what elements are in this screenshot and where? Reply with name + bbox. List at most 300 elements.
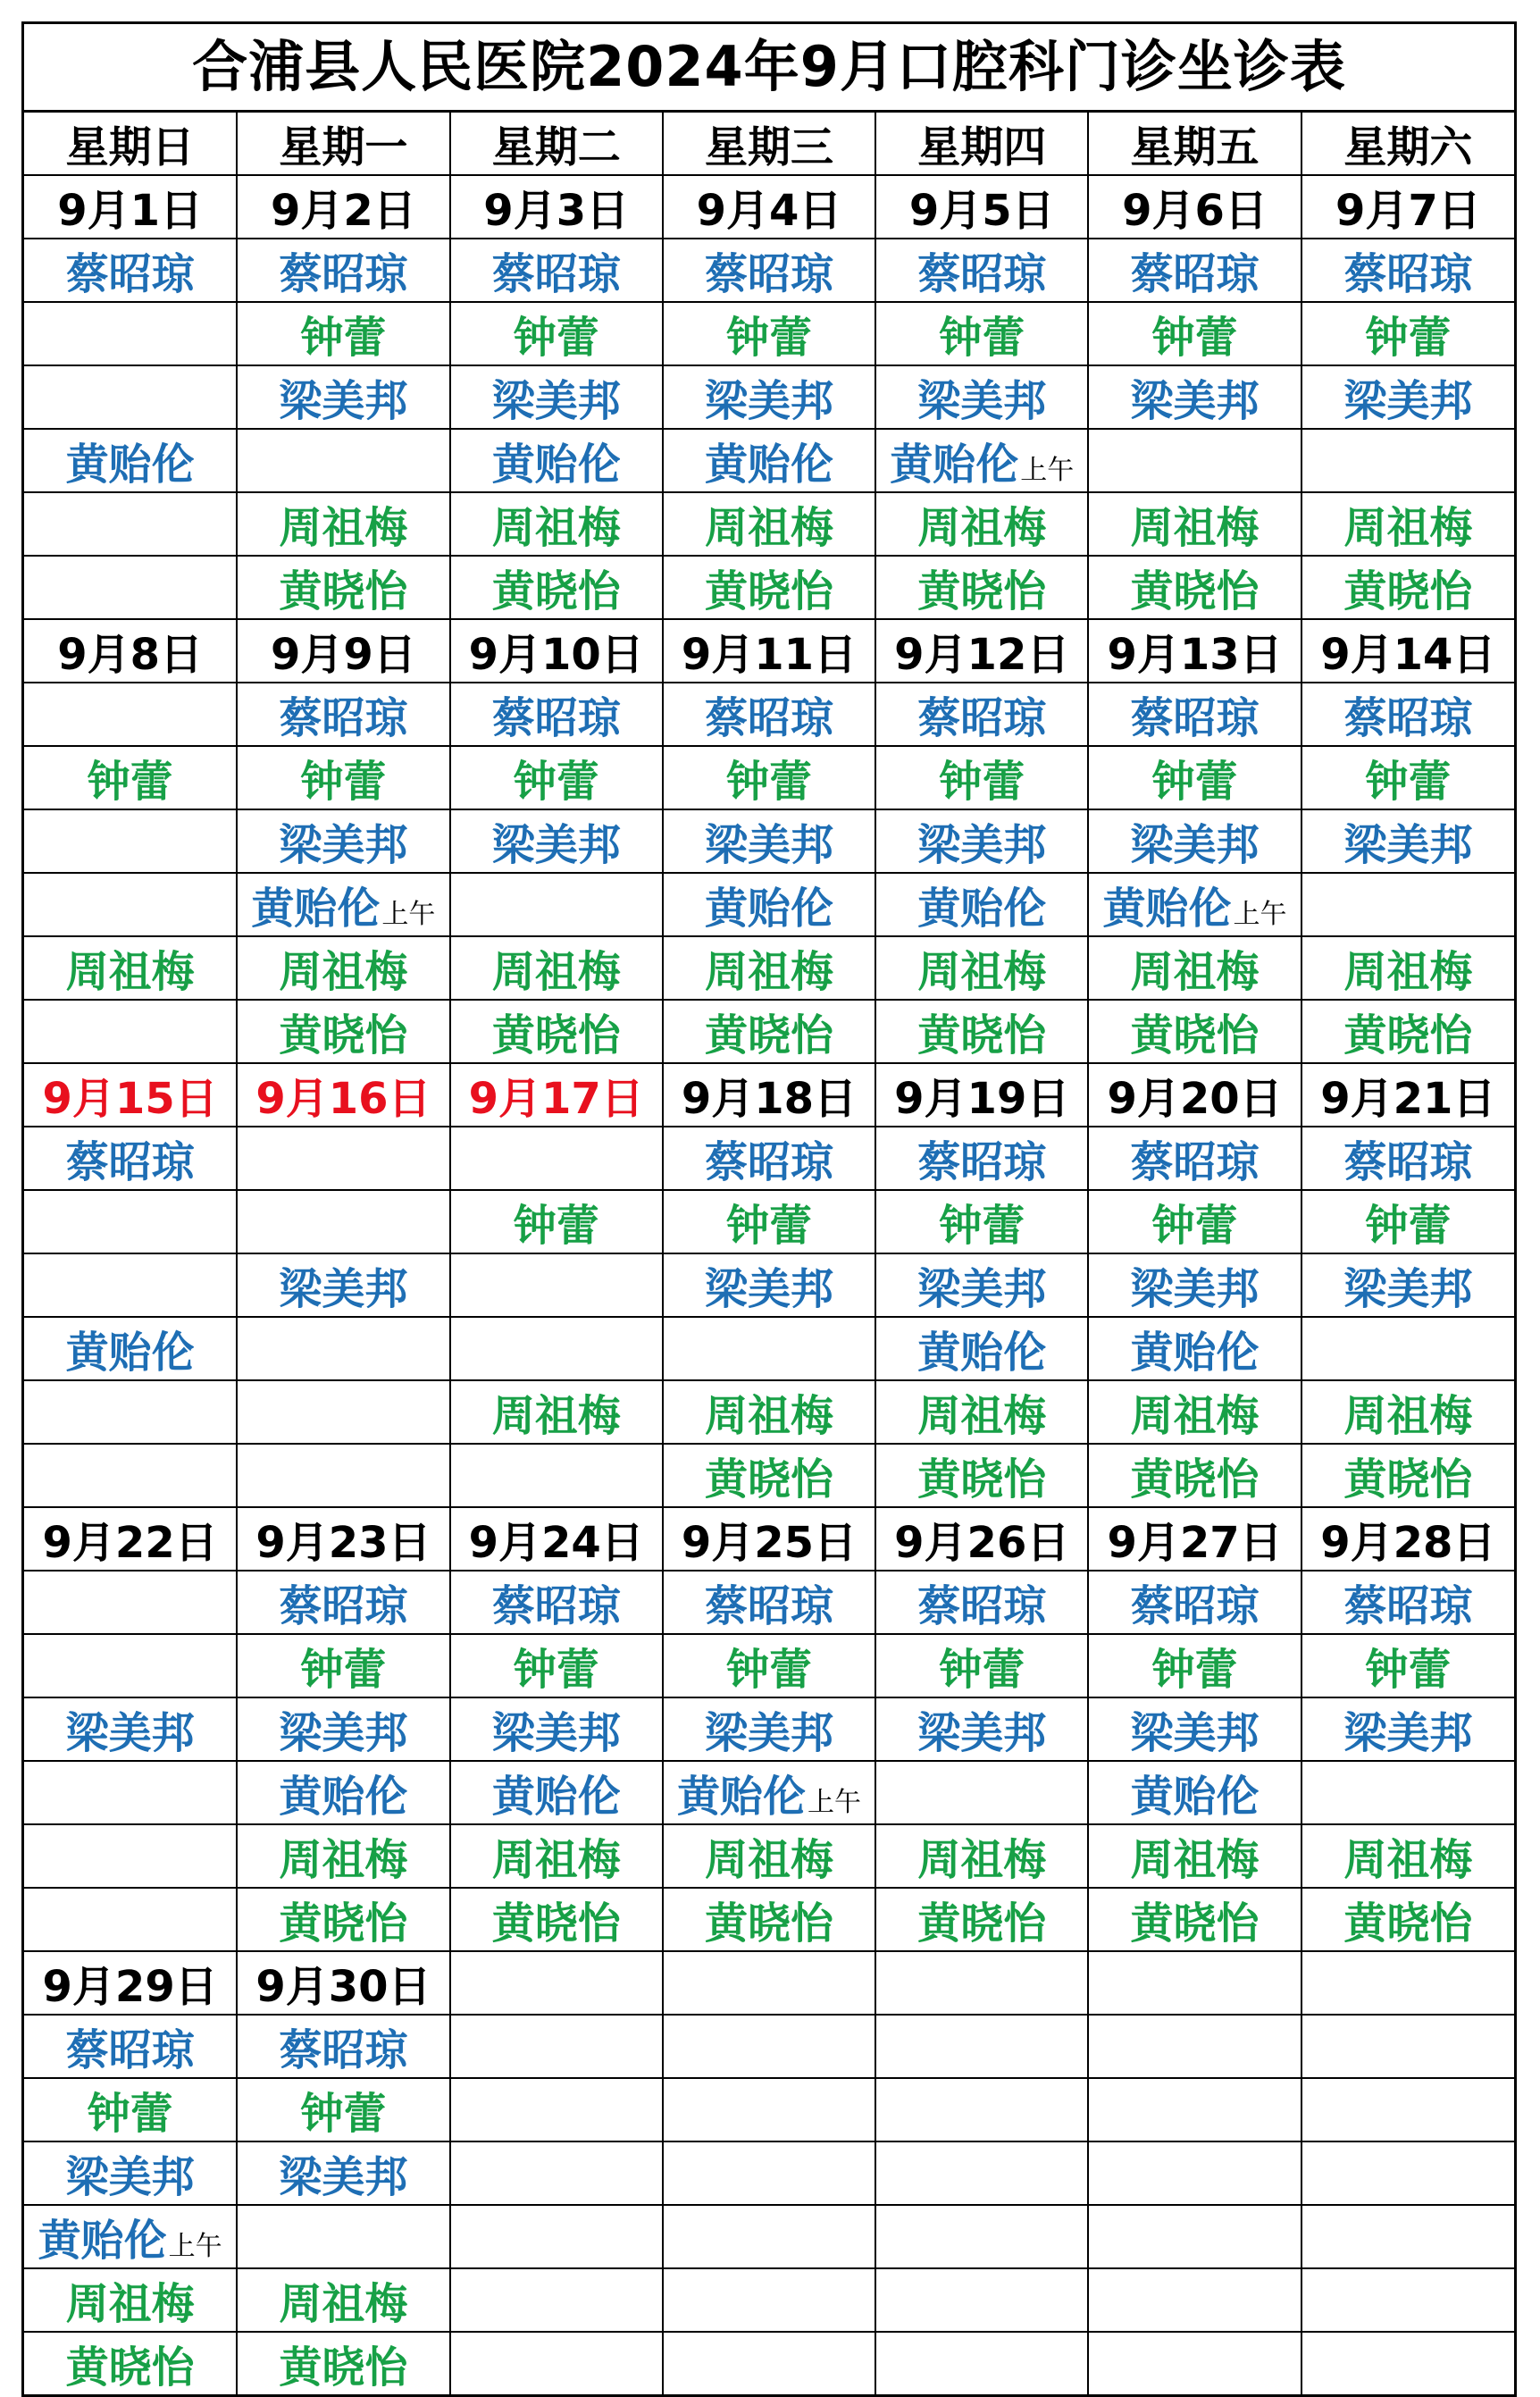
shift-cell — [663, 1888, 875, 1951]
weekday-friday: 星期五 — [1088, 113, 1301, 175]
shift-cell — [24, 873, 237, 936]
date-cell — [875, 1951, 1088, 2015]
doctor-name: 黄贻伦 — [491, 1772, 621, 1822]
shift-cell — [24, 2268, 237, 2332]
doctor-name: 周祖梅 — [1343, 503, 1473, 553]
doctor-name: 周祖梅 — [1130, 1835, 1260, 1885]
doctor-name: 钟蕾 — [725, 313, 812, 363]
shift-cell — [663, 2078, 875, 2141]
shift-cell — [663, 2141, 875, 2205]
shift-cell — [24, 809, 237, 873]
shift-cell — [450, 1000, 663, 1063]
shift-cell — [450, 1444, 663, 1507]
shift-cell — [1088, 2205, 1301, 2268]
shift-cell — [24, 1888, 237, 1951]
shift-cell — [875, 1190, 1088, 1253]
doctor-name: 周祖梅 — [491, 1835, 621, 1885]
shift-cell — [875, 683, 1088, 746]
doctor-name: 黄晓怡 — [1343, 1010, 1473, 1060]
doctor-name: 黄晓怡 — [491, 566, 621, 616]
shift-cell — [1301, 302, 1514, 365]
date-row — [24, 619, 1514, 683]
date-row — [24, 175, 1514, 239]
date-cell: 9月18日 — [663, 1063, 875, 1127]
shift-cell — [663, 1317, 875, 1380]
shift-cell — [1088, 1761, 1301, 1824]
date-cell: 9月4日 — [663, 175, 875, 239]
doctor-name: 钟蕾 — [87, 757, 173, 807]
shift-cell — [237, 1380, 449, 1444]
date-cell: 9月25日 — [663, 1507, 875, 1571]
doctor-name: 梁美邦 — [704, 1264, 833, 1314]
doctor-row — [24, 746, 1514, 809]
doctor-row — [24, 1571, 1514, 1634]
shift-cell — [450, 2141, 663, 2205]
date-cell: 9月24日 — [450, 1507, 663, 1571]
shift-cell — [24, 1444, 237, 1507]
shift-cell — [1301, 2141, 1514, 2205]
weekday-header-row — [24, 113, 1514, 175]
shift-cell — [1088, 936, 1301, 1000]
doctor-name: 黄晓怡 — [279, 566, 408, 616]
shift-note: 上午 — [1020, 455, 1075, 486]
doctor-name: 黄贻伦 — [704, 884, 833, 934]
shift-cell — [24, 746, 237, 809]
doctor-row — [24, 2078, 1514, 2141]
shift-cell — [875, 2332, 1088, 2394]
shift-cell — [237, 1253, 449, 1317]
doctor-name: 梁美邦 — [917, 376, 1047, 426]
doctor-name: 蔡昭琼 — [491, 249, 621, 299]
shift-note: 上午 — [168, 2231, 222, 2262]
doctor-name: 钟蕾 — [1151, 757, 1238, 807]
shift-cell — [1301, 2268, 1514, 2332]
shift-cell — [1301, 365, 1514, 429]
date-cell: 9月30日 — [237, 1951, 449, 2015]
shift-cell — [1301, 1824, 1514, 1888]
doctor-name: 黄晓怡 — [917, 1010, 1047, 1060]
shift-cell — [237, 873, 449, 936]
doctor-name: 蔡昭琼 — [704, 1137, 833, 1187]
doctor-name: 梁美邦 — [279, 1708, 408, 1758]
shift-cell — [663, 1571, 875, 1634]
doctor-name: 梁美邦 — [65, 2152, 195, 2202]
doctor-name: 黄晓怡 — [1343, 1898, 1473, 1949]
date-cell: 9月16日 — [237, 1063, 449, 1127]
date-cell: 9月3日 — [450, 175, 663, 239]
doctor-row — [24, 1127, 1514, 1190]
shift-note: 上午 — [1233, 899, 1287, 930]
shift-cell — [875, 2015, 1088, 2078]
doctor-name: 蔡昭琼 — [1343, 693, 1473, 743]
shift-cell — [663, 429, 875, 492]
doctor-name: 钟蕾 — [1151, 1645, 1238, 1695]
shift-cell — [1301, 809, 1514, 873]
shift-cell — [663, 1000, 875, 1063]
shift-cell — [663, 809, 875, 873]
shift-cell — [1088, 492, 1301, 556]
shift-cell — [663, 2015, 875, 2078]
shift-cell — [450, 429, 663, 492]
shift-cell — [663, 1444, 875, 1507]
doctor-name: 蔡昭琼 — [917, 693, 1047, 743]
shift-cell — [875, 1380, 1088, 1444]
shift-cell — [663, 492, 875, 556]
doctor-name: 钟蕾 — [1365, 1201, 1452, 1251]
doctor-name: 蔡昭琼 — [917, 1581, 1047, 1631]
shift-cell — [237, 683, 449, 746]
doctor-row — [24, 2205, 1514, 2268]
doctor-name: 周祖梅 — [704, 1835, 833, 1885]
shift-cell — [450, 873, 663, 936]
doctor-name: 黄晓怡 — [1130, 566, 1260, 616]
doctor-name: 黄晓怡 — [279, 1010, 408, 1060]
shift-cell — [1088, 1888, 1301, 1951]
shift-cell — [663, 1190, 875, 1253]
shift-cell — [1301, 1634, 1514, 1697]
doctor-name: 周祖梅 — [65, 2279, 195, 2329]
doctor-name: 黄贻伦 — [279, 1772, 408, 1822]
shift-cell — [237, 1317, 449, 1380]
shift-cell — [24, 302, 237, 365]
shift-cell — [24, 2332, 237, 2394]
shift-cell — [875, 1634, 1088, 1697]
shift-cell — [875, 2078, 1088, 2141]
shift-cell — [1088, 1634, 1301, 1697]
doctor-name: 周祖梅 — [279, 947, 408, 997]
shift-cell — [24, 239, 237, 302]
doctor-name: 周祖梅 — [1130, 1391, 1260, 1441]
shift-cell — [450, 239, 663, 302]
doctor-row — [24, 2332, 1514, 2394]
shift-cell — [875, 1888, 1088, 1951]
shift-cell — [237, 2205, 449, 2268]
shift-cell — [875, 239, 1088, 302]
shift-cell — [450, 1888, 663, 1951]
shift-cell — [1088, 2078, 1301, 2141]
doctor-name: 梁美邦 — [279, 1264, 408, 1314]
shift-cell — [237, 1634, 449, 1697]
doctor-name: 梁美邦 — [917, 1708, 1047, 1758]
shift-cell — [1301, 1253, 1514, 1317]
doctor-name: 黄贻伦 — [676, 1772, 806, 1822]
doctor-row — [24, 1697, 1514, 1761]
shift-cell — [663, 1127, 875, 1190]
doctor-row — [24, 492, 1514, 556]
shift-cell — [237, 1697, 449, 1761]
date-cell: 9月19日 — [875, 1063, 1088, 1127]
doctor-row — [24, 239, 1514, 302]
shift-cell — [875, 1697, 1088, 1761]
doctor-name: 蔡昭琼 — [704, 693, 833, 743]
shift-cell — [450, 1317, 663, 1380]
doctor-name: 钟蕾 — [725, 1201, 812, 1251]
shift-cell — [1088, 873, 1301, 936]
doctor-name: 蔡昭琼 — [1343, 1581, 1473, 1631]
shift-cell — [237, 1824, 449, 1888]
doctor-name: 周祖梅 — [704, 1391, 833, 1441]
doctor-name: 梁美邦 — [917, 1264, 1047, 1314]
shift-cell — [450, 1253, 663, 1317]
shift-cell — [24, 1190, 237, 1253]
shift-cell — [663, 1253, 875, 1317]
shift-cell — [237, 809, 449, 873]
doctor-name: 黄晓怡 — [279, 1898, 408, 1949]
doctor-name: 梁美邦 — [704, 820, 833, 870]
doctor-name: 黄贻伦 — [251, 884, 381, 934]
shift-cell — [875, 1824, 1088, 1888]
shift-cell — [875, 2141, 1088, 2205]
doctor-name: 黄晓怡 — [491, 1010, 621, 1060]
doctor-name: 蔡昭琼 — [1130, 1137, 1260, 1187]
doctor-name: 蔡昭琼 — [704, 1581, 833, 1631]
doctor-name: 黄贻伦 — [1130, 1328, 1260, 1378]
doctor-name: 钟蕾 — [513, 757, 599, 807]
shift-cell — [450, 936, 663, 1000]
doctor-name: 钟蕾 — [87, 2089, 173, 2139]
doctor-row — [24, 302, 1514, 365]
doctor-name: 周祖梅 — [917, 503, 1047, 553]
date-row — [24, 1063, 1514, 1127]
doctor-name: 周祖梅 — [279, 503, 408, 553]
shift-cell — [663, 936, 875, 1000]
date-cell: 9月26日 — [875, 1507, 1088, 1571]
date-cell: 9月9日 — [237, 619, 449, 683]
shift-cell — [237, 1000, 449, 1063]
doctor-name: 黄晓怡 — [1130, 1010, 1260, 1060]
shift-cell — [875, 809, 1088, 873]
shift-cell — [663, 873, 875, 936]
doctor-name: 黄晓怡 — [917, 566, 1047, 616]
doctor-name: 钟蕾 — [300, 313, 387, 363]
doctor-name: 黄贻伦 — [491, 440, 621, 490]
doctor-row — [24, 683, 1514, 746]
doctor-name: 黄晓怡 — [1130, 1898, 1260, 1949]
doctor-name: 蔡昭琼 — [1130, 1581, 1260, 1631]
weekday-thursday: 星期四 — [875, 113, 1088, 175]
doctor-name: 梁美邦 — [279, 2152, 408, 2202]
shift-cell — [1088, 809, 1301, 873]
doctor-name: 周祖梅 — [917, 1391, 1047, 1441]
doctor-name: 黄晓怡 — [65, 2343, 195, 2393]
date-row — [24, 1507, 1514, 1571]
doctor-name: 周祖梅 — [279, 1835, 408, 1885]
doctor-row — [24, 1824, 1514, 1888]
shift-cell — [1088, 2141, 1301, 2205]
doctor-name: 周祖梅 — [1343, 1391, 1473, 1441]
shift-cell — [1088, 556, 1301, 619]
shift-cell — [24, 1127, 237, 1190]
shift-cell — [1088, 2015, 1301, 2078]
doctor-row — [24, 1253, 1514, 1317]
date-cell: 9月15日 — [24, 1063, 237, 1127]
shift-cell — [663, 683, 875, 746]
shift-cell — [1301, 1380, 1514, 1444]
shift-cell — [450, 1824, 663, 1888]
shift-cell — [1301, 1444, 1514, 1507]
doctor-name: 蔡昭琼 — [704, 249, 833, 299]
shift-cell — [663, 746, 875, 809]
shift-cell — [663, 1697, 875, 1761]
doctor-name: 蔡昭琼 — [1343, 249, 1473, 299]
doctor-row — [24, 1317, 1514, 1380]
shift-cell — [875, 1571, 1088, 1634]
date-cell — [1088, 1951, 1301, 2015]
doctor-name: 黄晓怡 — [704, 1010, 833, 1060]
shift-cell — [237, 2141, 449, 2205]
shift-cell — [24, 2078, 237, 2141]
doctor-name: 周祖梅 — [491, 503, 621, 553]
doctor-name: 周祖梅 — [491, 1391, 621, 1441]
shift-cell — [1301, 1888, 1514, 1951]
date-cell: 9月1日 — [24, 175, 237, 239]
shift-cell — [24, 2205, 237, 2268]
shift-cell — [237, 1761, 449, 1824]
doctor-name: 黄贻伦 — [704, 440, 833, 490]
shift-cell — [1088, 746, 1301, 809]
shift-cell — [24, 2015, 237, 2078]
shift-cell — [1088, 429, 1301, 492]
doctor-name: 黄晓怡 — [704, 1454, 833, 1504]
doctor-name: 钟蕾 — [939, 1645, 1025, 1695]
doctor-row — [24, 2141, 1514, 2205]
shift-cell — [1088, 1317, 1301, 1380]
doctor-name: 蔡昭琼 — [1130, 693, 1260, 743]
doctor-name: 梁美邦 — [1343, 820, 1473, 870]
shift-cell — [450, 1380, 663, 1444]
shift-cell — [663, 302, 875, 365]
date-cell — [1301, 1951, 1514, 2015]
doctor-name: 梁美邦 — [491, 376, 621, 426]
shift-cell — [1088, 1127, 1301, 1190]
shift-cell — [1088, 1253, 1301, 1317]
doctor-name: 黄晓怡 — [491, 1898, 621, 1949]
shift-cell — [875, 302, 1088, 365]
doctor-name: 黄晓怡 — [1130, 1454, 1260, 1504]
shift-cell — [1301, 936, 1514, 1000]
date-cell: 9月17日 — [450, 1063, 663, 1127]
shift-cell — [1088, 1697, 1301, 1761]
shift-cell — [450, 365, 663, 429]
doctor-name: 周祖梅 — [65, 947, 195, 997]
shift-cell — [875, 936, 1088, 1000]
shift-cell — [1301, 683, 1514, 746]
shift-cell — [24, 1634, 237, 1697]
doctor-name: 钟蕾 — [300, 2089, 387, 2139]
shift-cell — [24, 556, 237, 619]
weekday-tuesday: 星期二 — [450, 113, 663, 175]
doctor-name: 梁美邦 — [491, 1708, 621, 1758]
shift-cell — [450, 1127, 663, 1190]
shift-cell — [24, 1317, 237, 1380]
shift-cell — [237, 1571, 449, 1634]
shift-cell — [450, 2015, 663, 2078]
doctor-name: 黄贻伦 — [890, 440, 1019, 490]
shift-cell — [663, 2332, 875, 2394]
doctor-name: 周祖梅 — [704, 503, 833, 553]
shift-cell — [1088, 1444, 1301, 1507]
date-cell: 9月5日 — [875, 175, 1088, 239]
doctor-name: 周祖梅 — [491, 947, 621, 997]
doctor-name: 周祖梅 — [279, 2279, 408, 2329]
shift-cell — [663, 2205, 875, 2268]
doctor-name: 蔡昭琼 — [279, 693, 408, 743]
doctor-name: 黄贻伦 — [65, 1328, 195, 1378]
shift-cell — [1088, 365, 1301, 429]
doctor-row — [24, 1888, 1514, 1951]
date-cell: 9月20日 — [1088, 1063, 1301, 1127]
shift-cell — [237, 492, 449, 556]
shift-cell — [875, 2268, 1088, 2332]
shift-cell — [237, 1888, 449, 1951]
weekday-monday: 星期一 — [237, 113, 449, 175]
doctor-name: 梁美邦 — [1343, 376, 1473, 426]
shift-cell — [875, 746, 1088, 809]
shift-cell — [875, 1317, 1088, 1380]
doctor-name: 黄晓怡 — [704, 566, 833, 616]
date-cell: 9月2日 — [237, 175, 449, 239]
shift-cell — [237, 1190, 449, 1253]
shift-cell — [1088, 1824, 1301, 1888]
doctor-row — [24, 429, 1514, 492]
doctor-name: 钟蕾 — [939, 757, 1025, 807]
doctor-name: 蔡昭琼 — [279, 249, 408, 299]
shift-cell — [875, 2205, 1088, 2268]
doctor-name: 蔡昭琼 — [65, 1137, 195, 1187]
shift-cell — [1301, 1761, 1514, 1824]
doctor-row — [24, 936, 1514, 1000]
shift-cell — [237, 746, 449, 809]
doctor-name: 钟蕾 — [1365, 1645, 1452, 1695]
shift-cell — [1088, 2332, 1301, 2394]
date-cell: 9月12日 — [875, 619, 1088, 683]
doctor-name: 钟蕾 — [1151, 313, 1238, 363]
shift-cell — [237, 2015, 449, 2078]
shift-cell — [1088, 239, 1301, 302]
doctor-name: 钟蕾 — [939, 1201, 1025, 1251]
shift-cell — [663, 1824, 875, 1888]
shift-cell — [450, 683, 663, 746]
shift-cell — [237, 302, 449, 365]
shift-note: 上午 — [807, 1787, 861, 1818]
doctor-name: 梁美邦 — [1130, 376, 1260, 426]
shift-cell — [237, 2268, 449, 2332]
shift-cell — [875, 1444, 1088, 1507]
doctor-name: 梁美邦 — [279, 376, 408, 426]
doctor-row — [24, 1190, 1514, 1253]
doctor-name: 蔡昭琼 — [1130, 249, 1260, 299]
doctor-name: 蔡昭琼 — [279, 1581, 408, 1631]
shift-cell — [1301, 2205, 1514, 2268]
shift-cell — [663, 365, 875, 429]
shift-cell — [1301, 2015, 1514, 2078]
doctor-row — [24, 1380, 1514, 1444]
shift-cell — [663, 1761, 875, 1824]
shift-cell — [1301, 2332, 1514, 2394]
shift-cell — [24, 2141, 237, 2205]
shift-cell — [24, 1380, 237, 1444]
shift-cell — [24, 1571, 237, 1634]
doctor-row — [24, 809, 1514, 873]
schedule-body — [24, 113, 1514, 2394]
shift-note: 上午 — [381, 899, 436, 930]
shift-cell — [450, 302, 663, 365]
date-cell: 9月28日 — [1301, 1507, 1514, 1571]
shift-cell — [875, 1000, 1088, 1063]
date-cell: 9月23日 — [237, 1507, 449, 1571]
doctor-name: 黄晓怡 — [917, 1454, 1047, 1504]
doctor-name: 钟蕾 — [1365, 313, 1452, 363]
